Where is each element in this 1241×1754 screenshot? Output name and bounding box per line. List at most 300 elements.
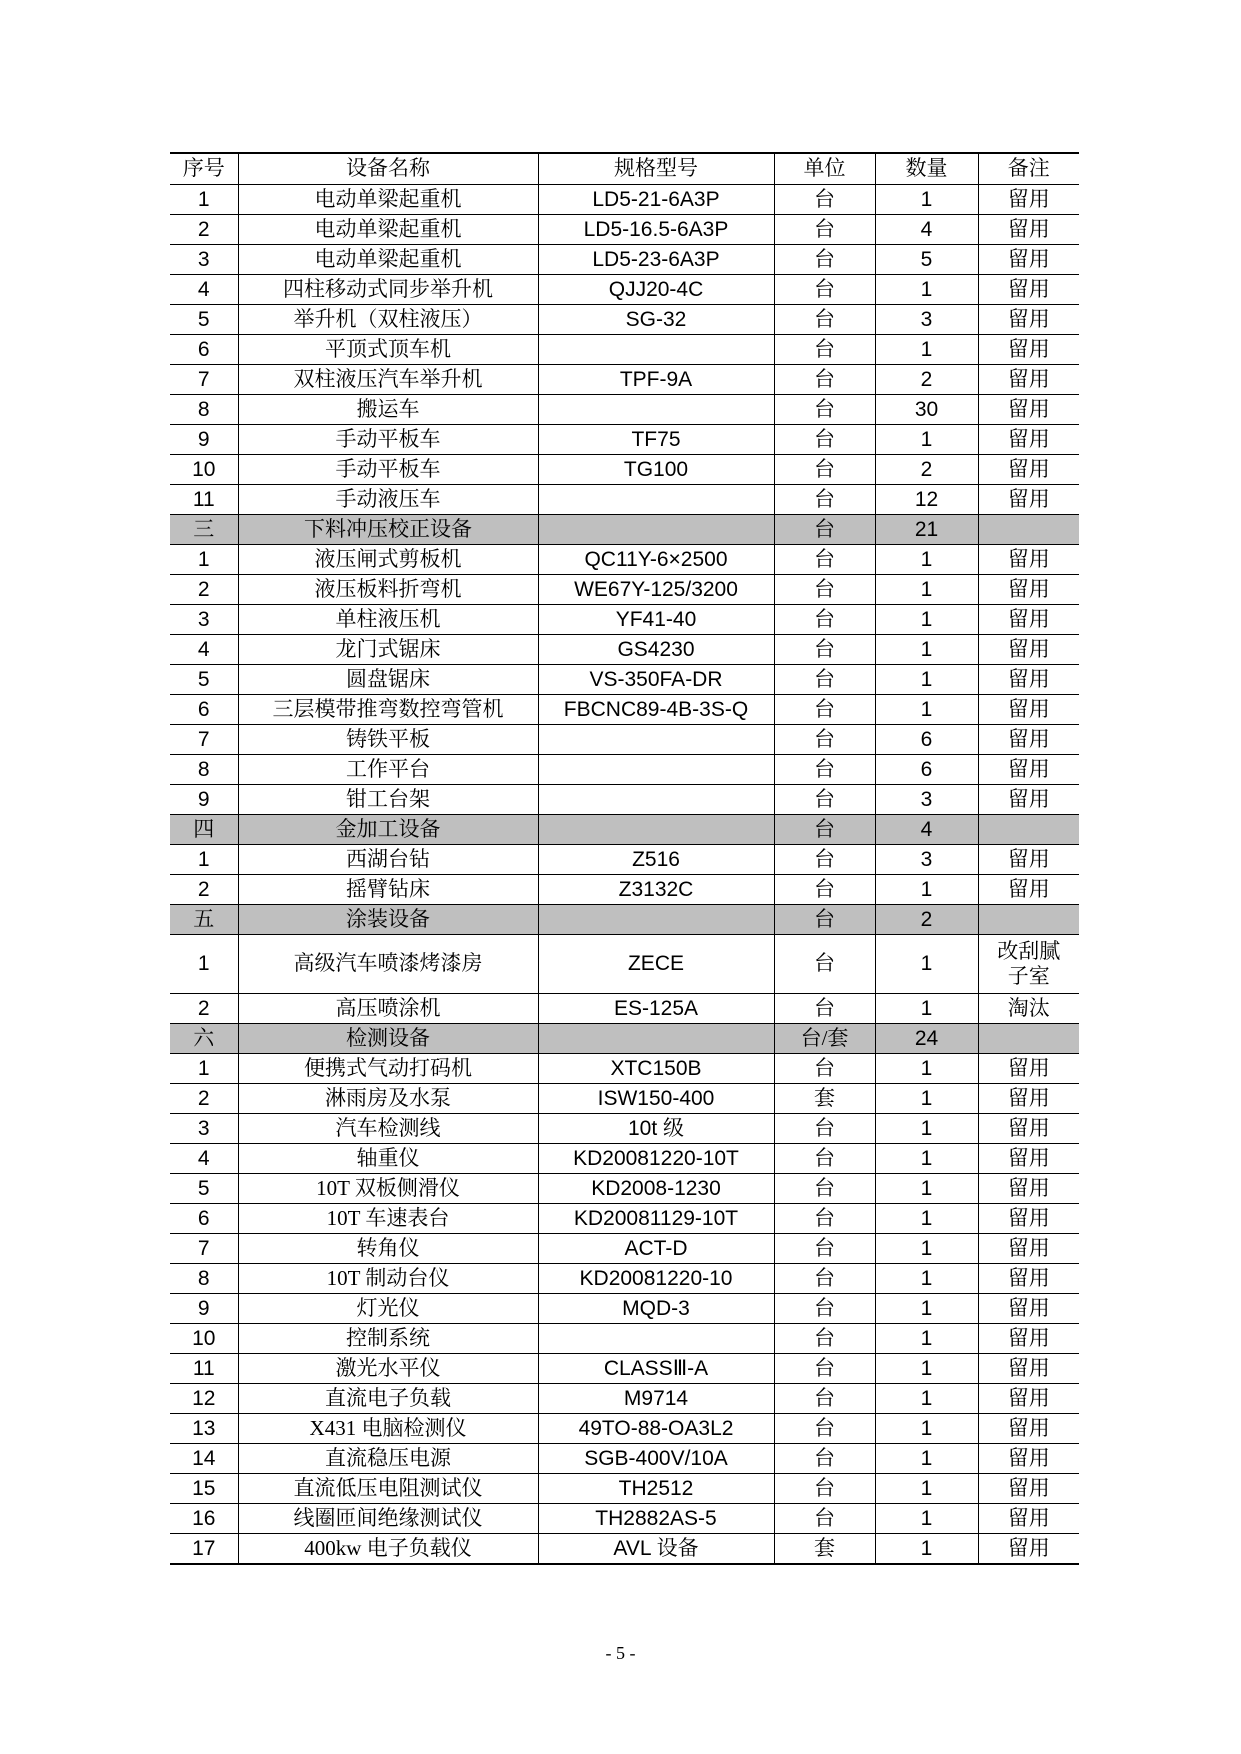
- cell-name: 搬运车: [238, 395, 538, 425]
- cell-note: 留用: [978, 1294, 1079, 1324]
- cell-unit: 台: [774, 1414, 875, 1444]
- cell-note: [978, 815, 1079, 845]
- cell-unit: 台: [774, 994, 875, 1024]
- cell-qty: 2: [875, 455, 978, 485]
- cell-no: 2: [170, 994, 238, 1024]
- cell-note: 留用: [978, 1474, 1079, 1504]
- table-row: [170, 665, 1079, 695]
- cell-unit: 套: [774, 1084, 875, 1114]
- cell-note: 留用: [978, 1234, 1079, 1264]
- cell-name: 铸铁平板: [238, 725, 538, 755]
- table-row: [170, 994, 1079, 1024]
- cell-no: 1: [170, 545, 238, 575]
- table-row: [170, 1444, 1079, 1474]
- header-unit: 单位: [774, 153, 875, 185]
- table-row: [170, 275, 1079, 305]
- cell-note: 留用: [978, 785, 1079, 815]
- cell-model: Z3132C: [538, 875, 774, 905]
- cell-unit: 台: [774, 1504, 875, 1534]
- cell-no: 6: [170, 695, 238, 725]
- cell-model: WE67Y-125/3200: [538, 575, 774, 605]
- cell-name: 手动液压车: [238, 485, 538, 515]
- cell-model: [538, 515, 774, 545]
- cell-qty: 1: [875, 1174, 978, 1204]
- table-row: [170, 1504, 1079, 1534]
- cell-model: TF75: [538, 425, 774, 455]
- table-row: [170, 1174, 1079, 1204]
- cell-model: ISW150-400: [538, 1084, 774, 1114]
- cell-no: 四: [170, 815, 238, 845]
- cell-model: ACT-D: [538, 1234, 774, 1264]
- cell-note: 留用: [978, 1504, 1079, 1534]
- cell-model: MQD-3: [538, 1294, 774, 1324]
- cell-model: TPF-9A: [538, 365, 774, 395]
- cell-note: 留用: [978, 1384, 1079, 1414]
- cell-qty: 2: [875, 365, 978, 395]
- cell-unit: 台: [774, 335, 875, 365]
- cell-qty: 1: [875, 695, 978, 725]
- cell-qty: 1: [875, 335, 978, 365]
- table-row: [170, 335, 1079, 365]
- cell-unit: 台: [774, 935, 875, 994]
- table-row: [170, 425, 1079, 455]
- header-note: 备注: [978, 153, 1079, 185]
- table-row: [170, 875, 1079, 905]
- cell-unit: 台: [774, 755, 875, 785]
- cell-qty: 1: [875, 1474, 978, 1504]
- cell-qty: 1: [875, 185, 978, 215]
- cell-unit: 台: [774, 845, 875, 875]
- cell-model: KD20081220-10T: [538, 1144, 774, 1174]
- cell-unit: 台: [774, 545, 875, 575]
- cell-model: ES-125A: [538, 994, 774, 1024]
- cell-unit: 台: [774, 575, 875, 605]
- cell-name: 龙门式锯床: [238, 635, 538, 665]
- cell-note: 留用: [978, 845, 1079, 875]
- cell-no: 8: [170, 755, 238, 785]
- cell-no: 7: [170, 725, 238, 755]
- cell-model: KD20081220-10: [538, 1264, 774, 1294]
- cell-no: 五: [170, 905, 238, 935]
- table-row: [170, 1474, 1079, 1504]
- cell-unit: 台: [774, 875, 875, 905]
- table-row: [170, 485, 1079, 515]
- cell-note: 留用: [978, 665, 1079, 695]
- cell-name: 三层模带推弯数控弯管机: [238, 695, 538, 725]
- cell-model: TH2512: [538, 1474, 774, 1504]
- cell-name: 单柱液压机: [238, 605, 538, 635]
- cell-no: 5: [170, 665, 238, 695]
- cell-name: 直流稳压电源: [238, 1444, 538, 1474]
- table-row: [170, 245, 1079, 275]
- cell-qty: 1: [875, 1384, 978, 1414]
- cell-note: 留用: [978, 695, 1079, 725]
- cell-qty: 1: [875, 875, 978, 905]
- cell-unit: 台: [774, 1234, 875, 1264]
- cell-qty: 1: [875, 1294, 978, 1324]
- cell-qty: 1: [875, 665, 978, 695]
- table-row: [170, 1234, 1079, 1264]
- cell-model: QC11Y-6×2500: [538, 545, 774, 575]
- cell-model: YF41-40: [538, 605, 774, 635]
- cell-name: 西湖台钻: [238, 845, 538, 875]
- cell-unit: 台: [774, 245, 875, 275]
- cell-name: 转角仪: [238, 1234, 538, 1264]
- cell-name: 双柱液压汽车举升机: [238, 365, 538, 395]
- cell-unit: 台: [774, 365, 875, 395]
- cell-qty: 1: [875, 1234, 978, 1264]
- table-row: [170, 1414, 1079, 1444]
- cell-qty: 4: [875, 815, 978, 845]
- cell-no: 4: [170, 635, 238, 665]
- table-row: [170, 305, 1079, 335]
- cell-model: 10t 级: [538, 1114, 774, 1144]
- table-row: [170, 545, 1079, 575]
- cell-unit: 台: [774, 1204, 875, 1234]
- cell-note: [978, 515, 1079, 545]
- cell-unit: 台: [774, 605, 875, 635]
- cell-unit: 台: [774, 305, 875, 335]
- cell-note: 留用: [978, 575, 1079, 605]
- table-row: [170, 1204, 1079, 1234]
- cell-name: 液压闸式剪板机: [238, 545, 538, 575]
- section-row: [170, 515, 1079, 545]
- cell-unit: 台: [774, 785, 875, 815]
- cell-unit: 台: [774, 815, 875, 845]
- cell-name: 轴重仪: [238, 1144, 538, 1174]
- cell-unit: 台: [774, 695, 875, 725]
- cell-qty: 1: [875, 1054, 978, 1084]
- cell-qty: 30: [875, 395, 978, 425]
- cell-name: 金加工设备: [238, 815, 538, 845]
- table-row: [170, 785, 1079, 815]
- table-row: [170, 455, 1079, 485]
- cell-no: 2: [170, 1084, 238, 1114]
- section-row: [170, 905, 1079, 935]
- cell-note: 留用: [978, 1414, 1079, 1444]
- cell-name: 工作平台: [238, 755, 538, 785]
- cell-qty: 1: [875, 994, 978, 1024]
- cell-unit: 台: [774, 275, 875, 305]
- cell-name: 汽车检测线: [238, 1114, 538, 1144]
- cell-model: M9714: [538, 1384, 774, 1414]
- cell-qty: 6: [875, 755, 978, 785]
- cell-no: 3: [170, 1114, 238, 1144]
- cell-name: 下料冲压校正设备: [238, 515, 538, 545]
- cell-no: 7: [170, 1234, 238, 1264]
- cell-no: 8: [170, 1264, 238, 1294]
- cell-no: 3: [170, 245, 238, 275]
- cell-unit: 台: [774, 1114, 875, 1144]
- header-name: 设备名称: [238, 153, 538, 185]
- cell-unit: 台: [774, 725, 875, 755]
- cell-note: 留用: [978, 485, 1079, 515]
- cell-model: TG100: [538, 455, 774, 485]
- cell-note: 留用: [978, 455, 1079, 485]
- table-row: [170, 725, 1079, 755]
- cell-model: [538, 905, 774, 935]
- table-row: [170, 1144, 1079, 1174]
- cell-no: 6: [170, 335, 238, 365]
- cell-note: 留用: [978, 215, 1079, 245]
- cell-name: 电动单梁起重机: [238, 245, 538, 275]
- table-row: [170, 575, 1079, 605]
- cell-model: XTC150B: [538, 1054, 774, 1084]
- cell-model: ZECE: [538, 935, 774, 994]
- cell-note: 留用: [978, 1114, 1079, 1144]
- table-row: [170, 605, 1079, 635]
- cell-note: 留用: [978, 875, 1079, 905]
- cell-name: 涂装设备: [238, 905, 538, 935]
- cell-unit: 台: [774, 1474, 875, 1504]
- cell-qty: 5: [875, 245, 978, 275]
- table-row: [170, 1294, 1079, 1324]
- cell-unit: 台: [774, 1294, 875, 1324]
- cell-no: 1: [170, 845, 238, 875]
- cell-no: 17: [170, 1534, 238, 1565]
- cell-note: 留用: [978, 1054, 1079, 1084]
- cell-note: 留用: [978, 1204, 1079, 1234]
- cell-qty: 1: [875, 575, 978, 605]
- cell-note: [978, 905, 1079, 935]
- cell-unit: 台: [774, 215, 875, 245]
- cell-name: 电动单梁起重机: [238, 215, 538, 245]
- cell-note: 留用: [978, 185, 1079, 215]
- cell-qty: 1: [875, 1084, 978, 1114]
- cell-qty: 1: [875, 605, 978, 635]
- cell-name: X431 电脑检测仪: [238, 1414, 538, 1444]
- cell-model: [538, 1324, 774, 1354]
- cell-no: 4: [170, 275, 238, 305]
- cell-model: 49TO-88-OA3L2: [538, 1414, 774, 1444]
- cell-no: 1: [170, 935, 238, 994]
- cell-qty: 21: [875, 515, 978, 545]
- table-row: [170, 1354, 1079, 1384]
- cell-model: AVL 设备: [538, 1534, 774, 1565]
- cell-name: 手动平板车: [238, 455, 538, 485]
- cell-model: [538, 485, 774, 515]
- cell-name: 10T 制动台仪: [238, 1264, 538, 1294]
- cell-model: [538, 755, 774, 785]
- table-row: [170, 1054, 1079, 1084]
- cell-model: Z516: [538, 845, 774, 875]
- cell-model: QJJ20-4C: [538, 275, 774, 305]
- cell-qty: 1: [875, 275, 978, 305]
- cell-unit: 台/套: [774, 1024, 875, 1054]
- table-header-row: [170, 153, 1079, 185]
- cell-name: 手动平板车: [238, 425, 538, 455]
- cell-qty: 1: [875, 425, 978, 455]
- header-model: 规格型号: [538, 153, 774, 185]
- cell-qty: 1: [875, 1534, 978, 1565]
- cell-no: 6: [170, 1204, 238, 1234]
- cell-name: 400kw 电子负载仪: [238, 1534, 538, 1565]
- cell-no: 13: [170, 1414, 238, 1444]
- cell-unit: 台: [774, 1384, 875, 1414]
- table-row: [170, 1384, 1079, 1414]
- cell-qty: 1: [875, 1144, 978, 1174]
- cell-qty: 1: [875, 1114, 978, 1144]
- cell-qty: 1: [875, 1444, 978, 1474]
- cell-name: 激光水平仪: [238, 1354, 538, 1384]
- cell-model: SG-32: [538, 305, 774, 335]
- cell-note: 留用: [978, 1174, 1079, 1204]
- cell-model: [538, 1024, 774, 1054]
- cell-note: 改刮腻 子室: [978, 935, 1079, 994]
- cell-model: CLASSⅢ-A: [538, 1354, 774, 1384]
- cell-no: 2: [170, 575, 238, 605]
- cell-no: 9: [170, 425, 238, 455]
- cell-qty: 1: [875, 635, 978, 665]
- cell-qty: 3: [875, 305, 978, 335]
- cell-name: 灯光仪: [238, 1294, 538, 1324]
- cell-name: 检测设备: [238, 1024, 538, 1054]
- cell-no: 六: [170, 1024, 238, 1054]
- cell-unit: 台: [774, 905, 875, 935]
- cell-note: 留用: [978, 545, 1079, 575]
- cell-note: 留用: [978, 365, 1079, 395]
- equipment-table: [170, 152, 1079, 1565]
- cell-model: LD5-23-6A3P: [538, 245, 774, 275]
- cell-no: 9: [170, 1294, 238, 1324]
- cell-model: LD5-16.5-6A3P: [538, 215, 774, 245]
- cell-unit: 台: [774, 635, 875, 665]
- cell-no: 三: [170, 515, 238, 545]
- cell-qty: 1: [875, 1204, 978, 1234]
- cell-no: 2: [170, 875, 238, 905]
- cell-qty: 1: [875, 1264, 978, 1294]
- cell-no: 1: [170, 185, 238, 215]
- cell-note: 留用: [978, 1264, 1079, 1294]
- table-row: [170, 635, 1079, 665]
- cell-model: KD2008-1230: [538, 1174, 774, 1204]
- cell-no: 8: [170, 395, 238, 425]
- cell-no: 4: [170, 1144, 238, 1174]
- cell-name: 控制系统: [238, 1324, 538, 1354]
- cell-model: VS-350FA-DR: [538, 665, 774, 695]
- cell-no: 7: [170, 365, 238, 395]
- cell-model: KD20081129-10T: [538, 1204, 774, 1234]
- cell-qty: 12: [875, 485, 978, 515]
- cell-unit: 台: [774, 1144, 875, 1174]
- cell-unit: 台: [774, 1174, 875, 1204]
- cell-no: 5: [170, 1174, 238, 1204]
- cell-name: 液压板料折弯机: [238, 575, 538, 605]
- table-row: [170, 935, 1079, 994]
- cell-model: [538, 335, 774, 365]
- header-qty: 数量: [875, 153, 978, 185]
- cell-note: [978, 1024, 1079, 1054]
- cell-note: 留用: [978, 725, 1079, 755]
- cell-unit: 台: [774, 1264, 875, 1294]
- cell-note: 留用: [978, 305, 1079, 335]
- cell-unit: 台: [774, 665, 875, 695]
- cell-note: 留用: [978, 605, 1079, 635]
- cell-name: 高压喷涂机: [238, 994, 538, 1024]
- cell-name: 平顶式顶车机: [238, 335, 538, 365]
- cell-unit: 台: [774, 425, 875, 455]
- cell-note: 留用: [978, 635, 1079, 665]
- cell-note: 留用: [978, 1144, 1079, 1174]
- table-row: [170, 395, 1079, 425]
- cell-no: 3: [170, 605, 238, 635]
- cell-no: 12: [170, 1384, 238, 1414]
- cell-no: 5: [170, 305, 238, 335]
- table-row: [170, 695, 1079, 725]
- table-row: [170, 1534, 1079, 1565]
- cell-qty: 1: [875, 545, 978, 575]
- cell-qty: 1: [875, 1354, 978, 1384]
- cell-no: 15: [170, 1474, 238, 1504]
- cell-qty: 1: [875, 1504, 978, 1534]
- cell-qty: 1: [875, 1324, 978, 1354]
- table-row: [170, 845, 1079, 875]
- cell-no: 11: [170, 1354, 238, 1384]
- cell-name: 高级汽车喷漆烤漆房: [238, 935, 538, 994]
- cell-note: 留用: [978, 1534, 1079, 1565]
- cell-qty: 3: [875, 845, 978, 875]
- table-row: [170, 1264, 1079, 1294]
- cell-name: 10T 车速表台: [238, 1204, 538, 1234]
- header-no: 序号: [170, 153, 238, 185]
- table-row: [170, 185, 1079, 215]
- cell-note: 留用: [978, 755, 1079, 785]
- cell-note: 留用: [978, 1444, 1079, 1474]
- table-row: [170, 1084, 1079, 1114]
- cell-qty: 1: [875, 1414, 978, 1444]
- section-row: [170, 1024, 1079, 1054]
- cell-model: TH2882AS-5: [538, 1504, 774, 1534]
- cell-qty: 3: [875, 785, 978, 815]
- cell-no: 16: [170, 1504, 238, 1534]
- section-row: [170, 815, 1079, 845]
- cell-name: 举升机（双柱液压）: [238, 305, 538, 335]
- cell-name: 线圈匝间绝缘测试仪: [238, 1504, 538, 1534]
- cell-unit: 台: [774, 1324, 875, 1354]
- cell-qty: 1: [875, 935, 978, 994]
- cell-model: GS4230: [538, 635, 774, 665]
- cell-note: 留用: [978, 1354, 1079, 1384]
- cell-qty: 6: [875, 725, 978, 755]
- cell-unit: 台: [774, 1354, 875, 1384]
- cell-no: 11: [170, 485, 238, 515]
- cell-model: LD5-21-6A3P: [538, 185, 774, 215]
- table-row: [170, 755, 1079, 785]
- cell-qty: 4: [875, 215, 978, 245]
- cell-unit: 台: [774, 1054, 875, 1084]
- cell-note: 留用: [978, 335, 1079, 365]
- cell-model: SGB-400V/10A: [538, 1444, 774, 1474]
- cell-name: 圆盘锯床: [238, 665, 538, 695]
- cell-name: 电动单梁起重机: [238, 185, 538, 215]
- cell-note: 留用: [978, 425, 1079, 455]
- cell-model: [538, 815, 774, 845]
- cell-unit: 台: [774, 515, 875, 545]
- cell-name: 10T 双板侧滑仪: [238, 1174, 538, 1204]
- cell-unit: 台: [774, 185, 875, 215]
- cell-note: 留用: [978, 395, 1079, 425]
- cell-no: 10: [170, 1324, 238, 1354]
- cell-model: [538, 395, 774, 425]
- page-number: - 5 -: [605, 1643, 636, 1663]
- cell-name: 四柱移动式同步举升机: [238, 275, 538, 305]
- cell-unit: 台: [774, 1444, 875, 1474]
- cell-name: 直流低压电阻测试仪: [238, 1474, 538, 1504]
- cell-note: 淘汰: [978, 994, 1079, 1024]
- cell-unit: 套: [774, 1534, 875, 1565]
- cell-note: 留用: [978, 245, 1079, 275]
- cell-name: 摇臂钻床: [238, 875, 538, 905]
